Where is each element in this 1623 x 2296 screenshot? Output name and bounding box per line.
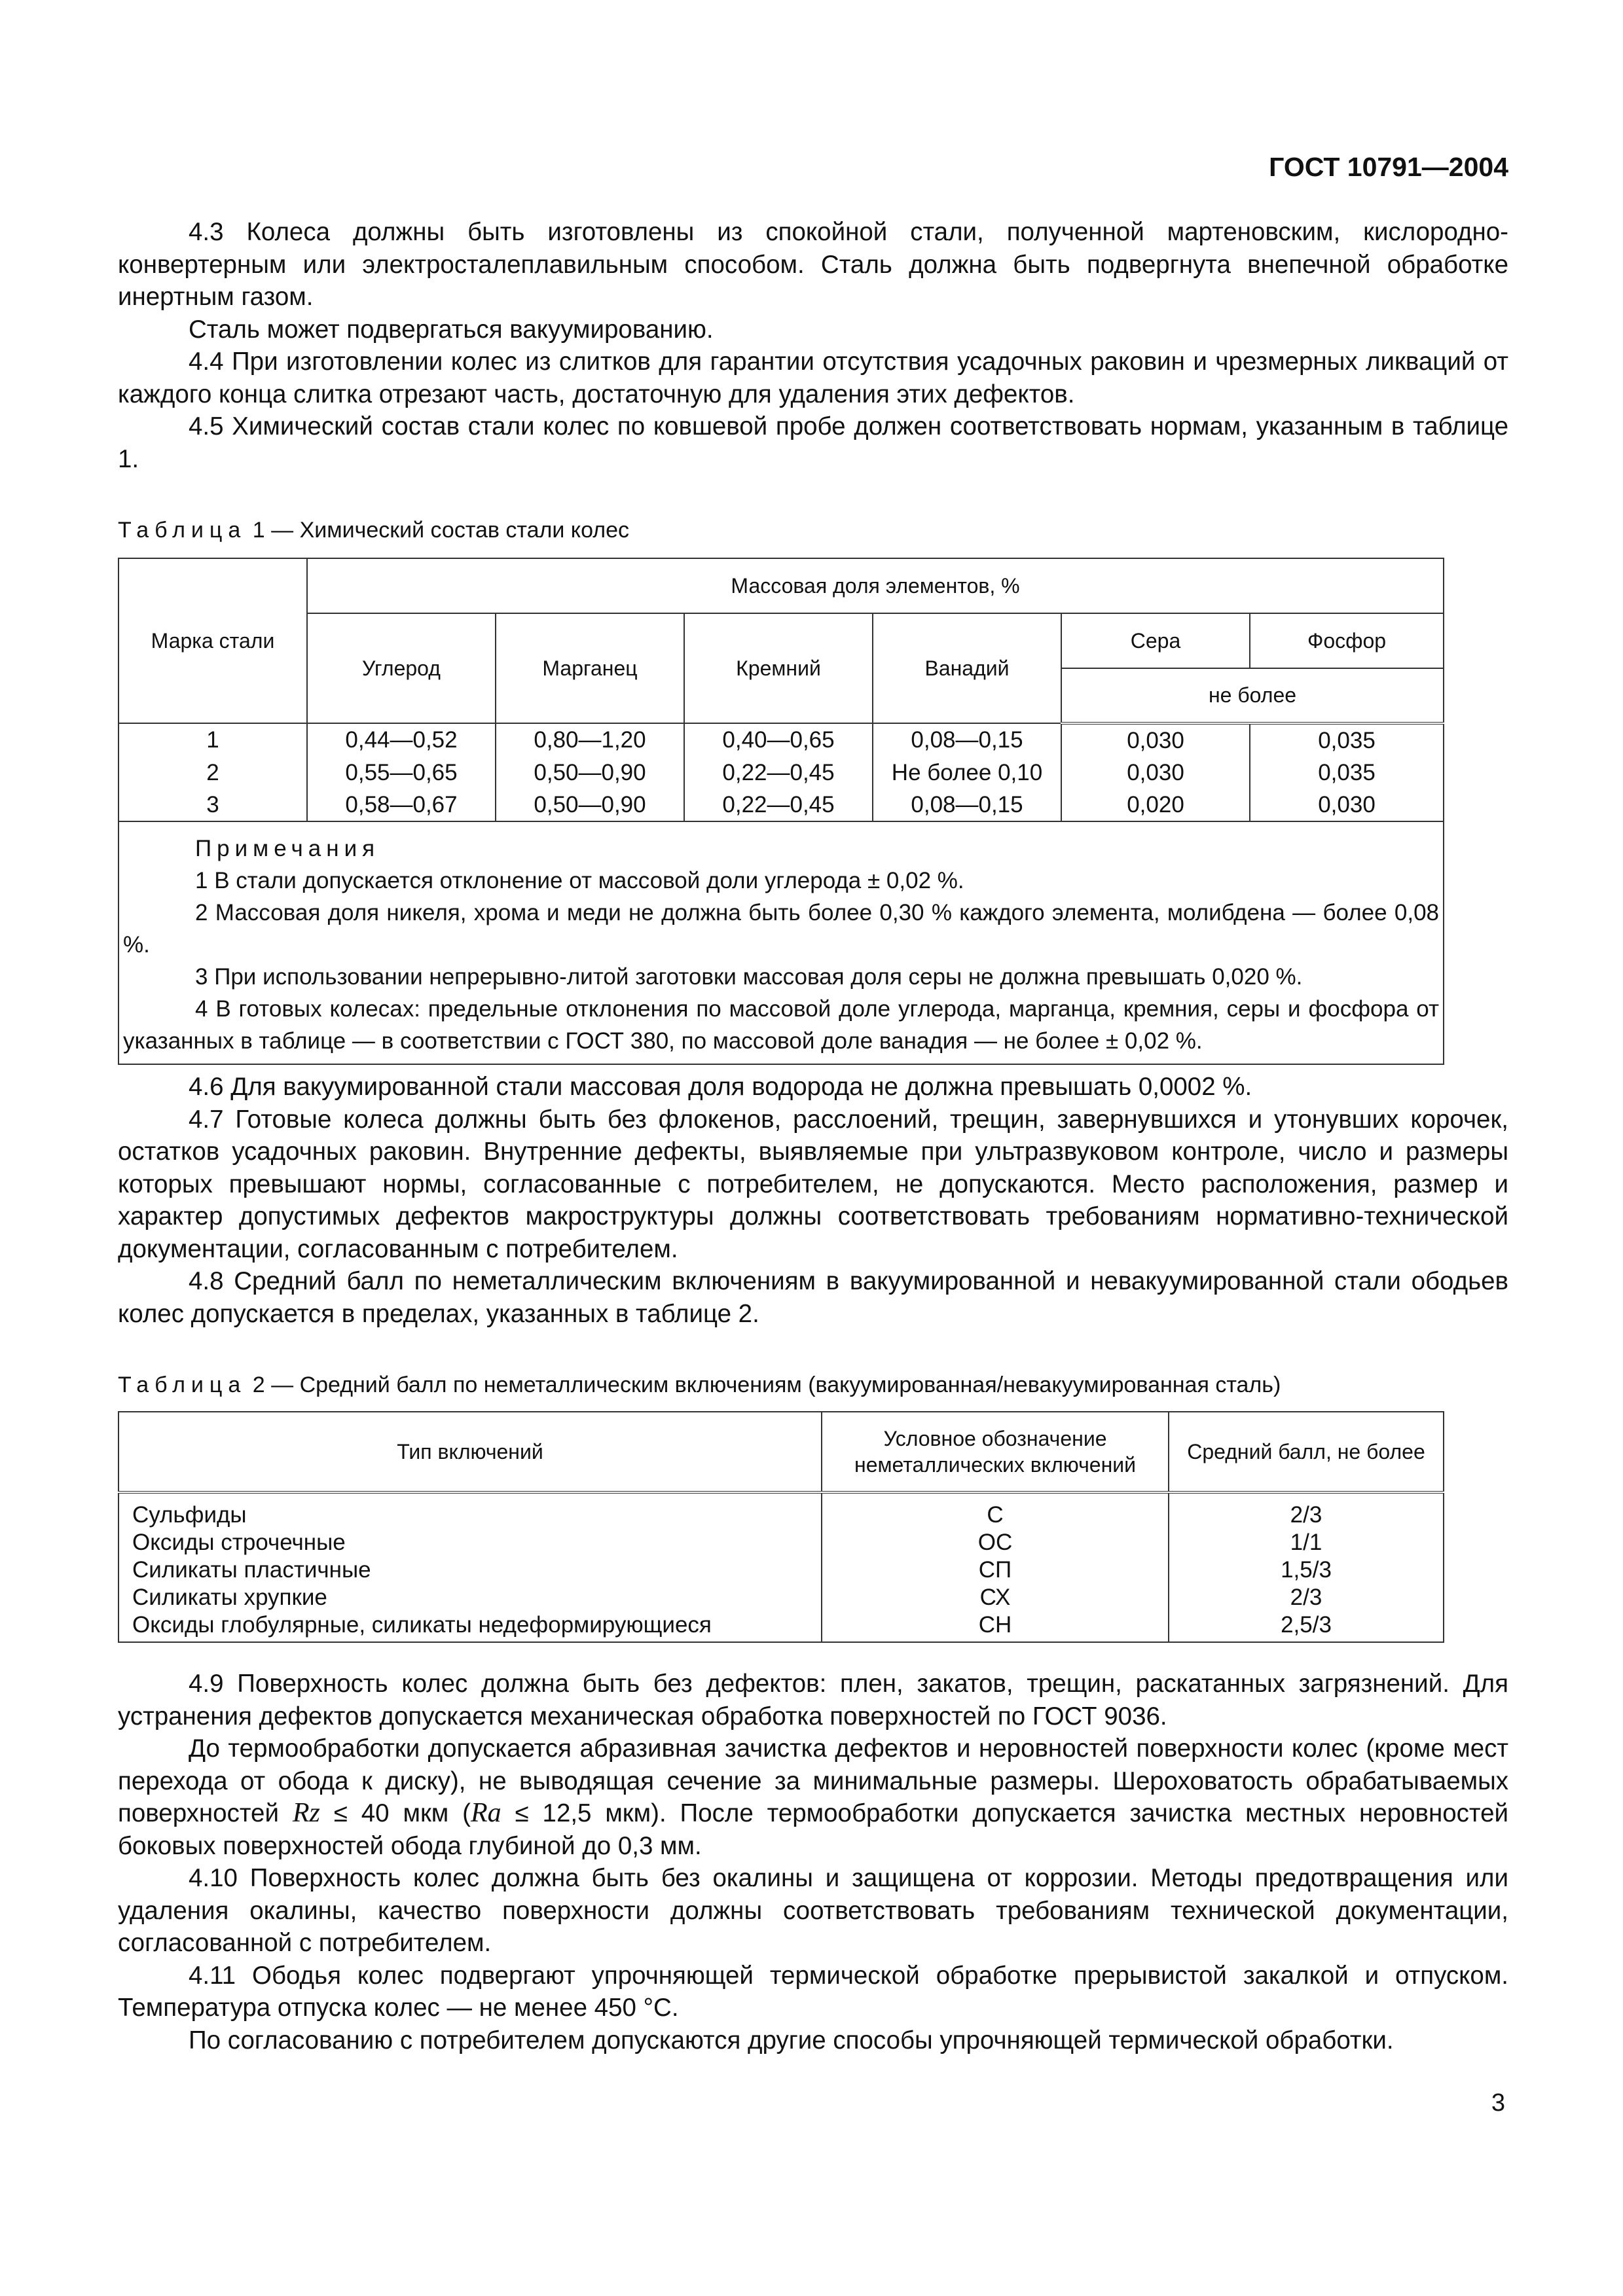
note-1: 1 В стали допускается отклонение от массовой доли углерода ± 0,02 %.	[195, 868, 964, 893]
rz-symbol: Rz	[292, 1798, 320, 1828]
table1-caption-word: Таблица	[118, 518, 247, 543]
header-phosphorus: Фосфор	[1250, 613, 1444, 668]
header-inclusion-symbol: Условное обозначение неметаллических включений	[822, 1412, 1169, 1492]
cell-manganese: 0,50—0,90	[496, 789, 684, 821]
table-row	[119, 1611, 1444, 1642]
cell-average-score: 1/1	[1169, 1529, 1444, 1556]
cell-inclusion-type: Оксиды строчечные	[119, 1529, 822, 1556]
cell-average-score: 2/3	[1169, 1492, 1444, 1529]
table-row	[119, 1492, 1444, 1529]
cell-inclusion-type: Сульфиды	[119, 1492, 822, 1529]
notes-title: Примечания	[195, 836, 380, 861]
cell-phosphorus: 0,035	[1250, 723, 1444, 757]
cell-inclusion-symbol: СН	[822, 1611, 1169, 1642]
cell-grade: 1	[119, 723, 307, 757]
table1-caption	[118, 517, 1508, 543]
cell-average-score: 2/3	[1169, 1584, 1444, 1611]
cell-grade: 2	[119, 757, 307, 789]
cell-phosphorus: 0,030	[1250, 789, 1444, 821]
ra-symbol: Ra	[470, 1798, 501, 1828]
header-vanadium: Ванадий	[873, 613, 1061, 723]
roughness-text-start: До термообработки допускается абразивная зачистка дефектов и неровностей поверхности колес (кроме мест перехода от обода к диску), не выводящая сечение за минимальные размеры. Шероховатость обрабатываемых поверхностей	[118, 1734, 1508, 1827]
cell-inclusion-symbol: СП	[822, 1556, 1169, 1584]
cell-average-score: 2,5/3	[1169, 1611, 1444, 1642]
section-4-9-to-4-11	[118, 1668, 1508, 2056]
cell-sulfur: 0,030	[1061, 723, 1250, 757]
paragraph-4-9: 4.9 Поверхность колес должна быть без дефектов: плен, закатов, трещин, раскатанных загрязнений. Для устранения дефектов допускается механическая обработка поверхностей по ГОСТ 9036.	[118, 1670, 1508, 1731]
table1-caption-text: 1 — Химический состав стали колес	[252, 518, 629, 543]
table-row	[119, 757, 1444, 789]
ra-value: ≤ 12,5 мкм).	[515, 1799, 666, 1827]
cell-vanadium: 0,08—0,15	[873, 723, 1061, 757]
cell-vanadium: Не более 0,10	[873, 757, 1061, 789]
cell-carbon: 0,58—0,67	[307, 789, 496, 821]
cell-carbon: 0,55—0,65	[307, 757, 496, 789]
document-number: ГОСТ 10791—2004	[1269, 152, 1508, 182]
cell-sulfur: 0,020	[1061, 789, 1250, 821]
cell-vanadium: 0,08—0,15	[873, 789, 1061, 821]
cell-average-score: 1,5/3	[1169, 1556, 1444, 1584]
note-4: 4 В готовых колесах: предельные отклонения по массовой доле углерода, марганца, кремния, серы и фосфора от указанных в таблице — в соответствии с ГОСТ 380, по массовой доле ванадия — не более ± 0,02 %.	[123, 996, 1440, 1054]
cell-manganese: 0,80—1,20	[496, 723, 684, 757]
cell-inclusion-symbol: ОС	[822, 1529, 1169, 1556]
paragraph-4-10: 4.10 Поверхность колес должна быть без окалины и защищена от коррозии. Методы предотвращения или удаления окалины, качество поверхности должны соответствовать требованиям технической документации, согласованной с потребителем.	[118, 1864, 1508, 1957]
table1-notes	[119, 821, 1444, 1064]
paragraph-4-9-roughness	[118, 1732, 1508, 1862]
header-inclusion-type: Тип включений	[119, 1412, 822, 1492]
roughness-text-end: После термообработки допускается зачистка местных неровностей боковых поверхностей обода глубиной до 0,3 мм.	[118, 1799, 1508, 1860]
cell-phosphorus: 0,035	[1250, 757, 1444, 789]
cell-grade: 3	[119, 789, 307, 821]
cell-silicon: 0,40—0,65	[684, 723, 873, 757]
paragraph-4-3-vacuum: Сталь может подвергаться вакуумированию.	[189, 315, 714, 344]
page-number: 3	[1491, 2089, 1505, 2117]
table2-caption	[118, 1372, 1508, 1398]
paragraph-4-11-alt: По согласованию с потребителем допускаются другие способы упрочняющей термической обработки.	[189, 2026, 1394, 2054]
cell-manganese: 0,50—0,90	[496, 757, 684, 789]
table-row	[119, 1529, 1444, 1556]
section-4-6-to-4-8	[118, 1071, 1508, 1330]
header-manganese: Марганец	[496, 613, 684, 723]
table2-caption-text: 2 — Средний балл по неметаллическим включениям (вакуумированная/невакуумированная сталь)	[252, 1372, 1281, 1397]
header-carbon: Углерод	[307, 613, 496, 723]
table-row	[119, 1556, 1444, 1584]
header-sulfur: Сера	[1061, 613, 1250, 668]
header-max: не более	[1061, 668, 1444, 723]
header-silicon: Кремний	[684, 613, 873, 723]
section-4-3-to-4-5	[118, 216, 1508, 475]
header-mass-fraction: Массовая доля элементов, %	[307, 558, 1444, 613]
cell-inclusion-type: Силикаты хрупкие	[119, 1584, 822, 1611]
header-steel-grade: Марка стали	[119, 558, 307, 723]
paragraph-4-6: 4.6 Для вакуумированной стали массовая доля водорода не должна превышать 0,0002 %.	[189, 1073, 1252, 1101]
table2-caption-word: Таблица	[118, 1372, 247, 1397]
cell-inclusion-type: Оксиды глобулярные, силикаты недеформирующиеся	[119, 1611, 822, 1642]
cell-silicon: 0,22—0,45	[684, 789, 873, 821]
paragraph-4-11: 4.11 Ободья колес подвергают упрочняющей термической обработке прерывистой закалкой и отпуском. Температура отпуска колес — не менее 450 °С.	[118, 1961, 1508, 2022]
table-row	[119, 723, 1444, 757]
paragraph-4-4: 4.4 При изготовлении колес из слитков для гарантии отсутствия усадочных раковин и чрезмерных ликваций от каждого конца слитка отрезают часть, достаточную для удаления этих дефектов.	[118, 348, 1508, 408]
paragraph-4-7: 4.7 Готовые колеса должны быть без флокенов, расслоений, трещин, завернувшихся и утонувших корочек, остатков усадочных раковин. Внутренние дефекты, выявляемые при ультразвуковом контроле, число и размеры которых превышают нормы, согласованные с потребителем, не допускаются. Место расположения, размер и характер допустимых дефектов макроструктуры должны соответствовать требованиям нормативно-технической документации, согласованным с потребителем.	[118, 1105, 1508, 1263]
table-row	[119, 1584, 1444, 1611]
header-average-score: Средний балл, не более	[1169, 1412, 1444, 1492]
cell-silicon: 0,22—0,45	[684, 757, 873, 789]
rz-value: ≤ 40 мкм (	[333, 1799, 471, 1827]
paragraph-4-5: 4.5 Химический состав стали колес по ковшевой пробе должен соответствовать нормам, указанным в таблице 1.	[118, 412, 1508, 473]
table-row	[119, 789, 1444, 821]
table-chemical-composition	[118, 558, 1444, 1065]
cell-inclusion-symbol: С	[822, 1492, 1169, 1529]
paragraph-4-8: 4.8 Средний балл по неметаллическим включениям в вакуумированной и невакуумированной стали ободьев колес допускается в пределах, указанных в таблице 2.	[118, 1267, 1508, 1328]
cell-inclusion-symbol: СХ	[822, 1584, 1169, 1611]
cell-sulfur: 0,030	[1061, 757, 1250, 789]
note-3: 3 При использовании непрерывно-литой заготовки массовая доля серы не должна превышать 0,020 %.	[195, 964, 1303, 990]
cell-inclusion-type: Силикаты пластичные	[119, 1556, 822, 1584]
cell-carbon: 0,44—0,52	[307, 723, 496, 757]
table-nonmetallic-inclusions	[118, 1411, 1444, 1643]
paragraph-4-3: 4.3 Колеса должны быть изготовлены из спокойной стали, полученной мартеновским, кислородно-конвертерным или электросталеплавильным способом. Сталь должна быть подвергнута внепечной обработке инертным газом.	[118, 218, 1508, 311]
note-2: 2 Массовая доля никеля, хрома и меди не должна быть более 0,30 % каждого элемента, молибдена — более 0,08 %.	[123, 900, 1440, 958]
